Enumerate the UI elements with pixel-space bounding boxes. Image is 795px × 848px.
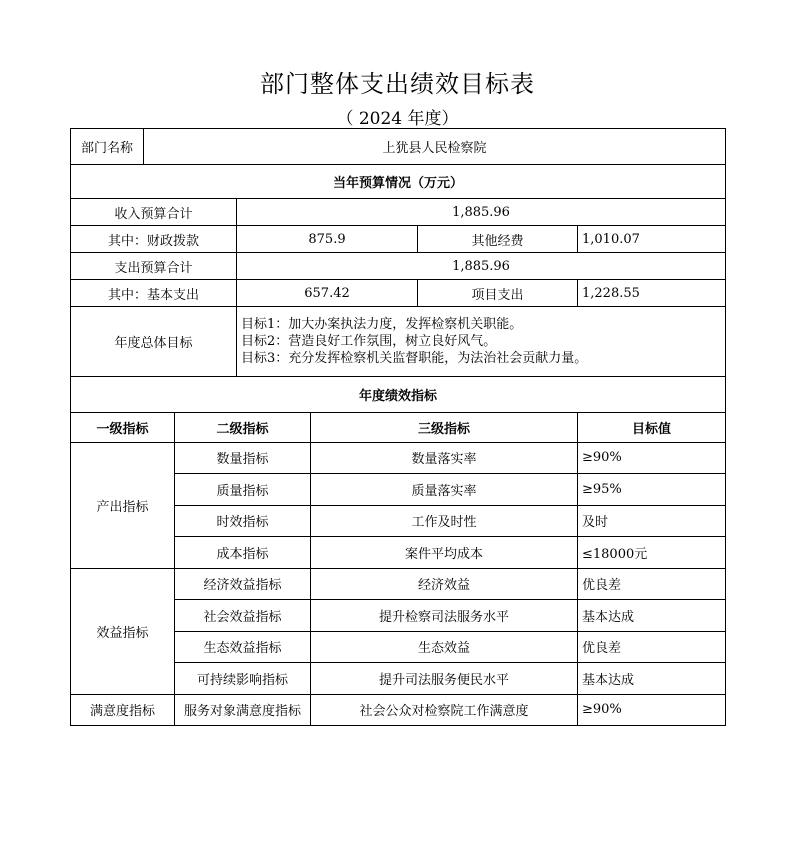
level3-cell: 提升检察司法服务水平 (311, 599, 578, 631)
other-label: 其他经费 (418, 226, 578, 253)
goals-label: 年度总体目标 (71, 307, 237, 377)
level2-cell: 数量指标 (175, 442, 311, 473)
budget-header: 当年预算情况（万元） (71, 165, 726, 199)
expense-value: 1,885.96 (237, 253, 726, 280)
target-cell: ≤18000元 (578, 536, 726, 568)
income-sub-value: 875.9 (237, 226, 418, 253)
indicator-table (70, 412, 726, 726)
goal-item: 目标3：充分发挥检察机关监督职能，为法治社会贡献力量。 (241, 351, 588, 366)
level3-cell: 案件平均成本 (311, 536, 578, 568)
level2-cell: 可持续影响指标 (175, 662, 311, 694)
page-title: 部门整体支出绩效目标表 (260, 70, 535, 98)
level3-cell: 提升司法服务便民水平 (311, 662, 578, 694)
level3-cell: 数量落实率 (311, 442, 578, 473)
dept-value: 上犹县人民检察院 (144, 129, 726, 165)
target-cell: ≥90% (578, 694, 726, 725)
expense-sub-label: 其中：基本支出 (71, 280, 237, 307)
other-value: 1,010.07 (578, 226, 726, 253)
level2-cell: 经济效益指标 (175, 568, 311, 599)
target-cell: 基本达成 (578, 662, 726, 694)
col-header-target: 目标值 (578, 412, 726, 442)
goal-item: 目标1：加大办案执法力度，发挥检察机关职能。 (241, 317, 523, 332)
goal-item: 目标2：营造良好工作氛围，树立良好风气。 (241, 334, 497, 349)
target-cell: 及时 (578, 505, 726, 536)
expense-label: 支出预算合计 (71, 253, 237, 280)
target-cell: ≥95% (578, 473, 726, 505)
level1-benefit: 效益指标 (71, 568, 175, 694)
page-subtitle: （ 2024 年度） (336, 109, 459, 129)
expense-sub-value: 657.42 (237, 280, 418, 307)
level3-cell: 质量落实率 (311, 473, 578, 505)
level1-satisfaction: 满意度指标 (71, 694, 175, 725)
dept-label: 部门名称 (71, 129, 144, 165)
level2-cell: 质量指标 (175, 473, 311, 505)
income-value: 1,885.96 (237, 199, 726, 226)
level1-output: 产出指标 (71, 442, 175, 568)
level2-cell: 成本指标 (175, 536, 311, 568)
level2-cell: 社会效益指标 (175, 599, 311, 631)
level3-cell: 工作及时性 (311, 505, 578, 536)
level3-cell: 社会公众对检察院工作满意度 (311, 694, 578, 725)
level3-cell: 生态效益 (311, 631, 578, 662)
project-value: 1,228.55 (578, 280, 726, 307)
col-header-level1: 一级指标 (71, 412, 175, 442)
indicators-header: 年度绩效指标 (71, 377, 726, 413)
level2-cell: 生态效益指标 (175, 631, 311, 662)
target-cell: ≥90% (578, 442, 726, 473)
target-cell: 基本达成 (578, 599, 726, 631)
project-label: 项目支出 (418, 280, 578, 307)
level2-cell: 服务对象满意度指标 (175, 694, 311, 725)
col-header-level3: 三级指标 (311, 412, 578, 442)
col-header-level2: 二级指标 (175, 412, 311, 442)
income-sub-label: 其中：财政拨款 (71, 226, 237, 253)
income-label: 收入预算合计 (71, 199, 237, 226)
target-cell: 优良差 (578, 631, 726, 662)
performance-table (70, 128, 726, 413)
level3-cell: 经济效益 (311, 568, 578, 599)
target-cell: 优良差 (578, 568, 726, 599)
goals-list (237, 307, 726, 377)
level2-cell: 时效指标 (175, 505, 311, 536)
